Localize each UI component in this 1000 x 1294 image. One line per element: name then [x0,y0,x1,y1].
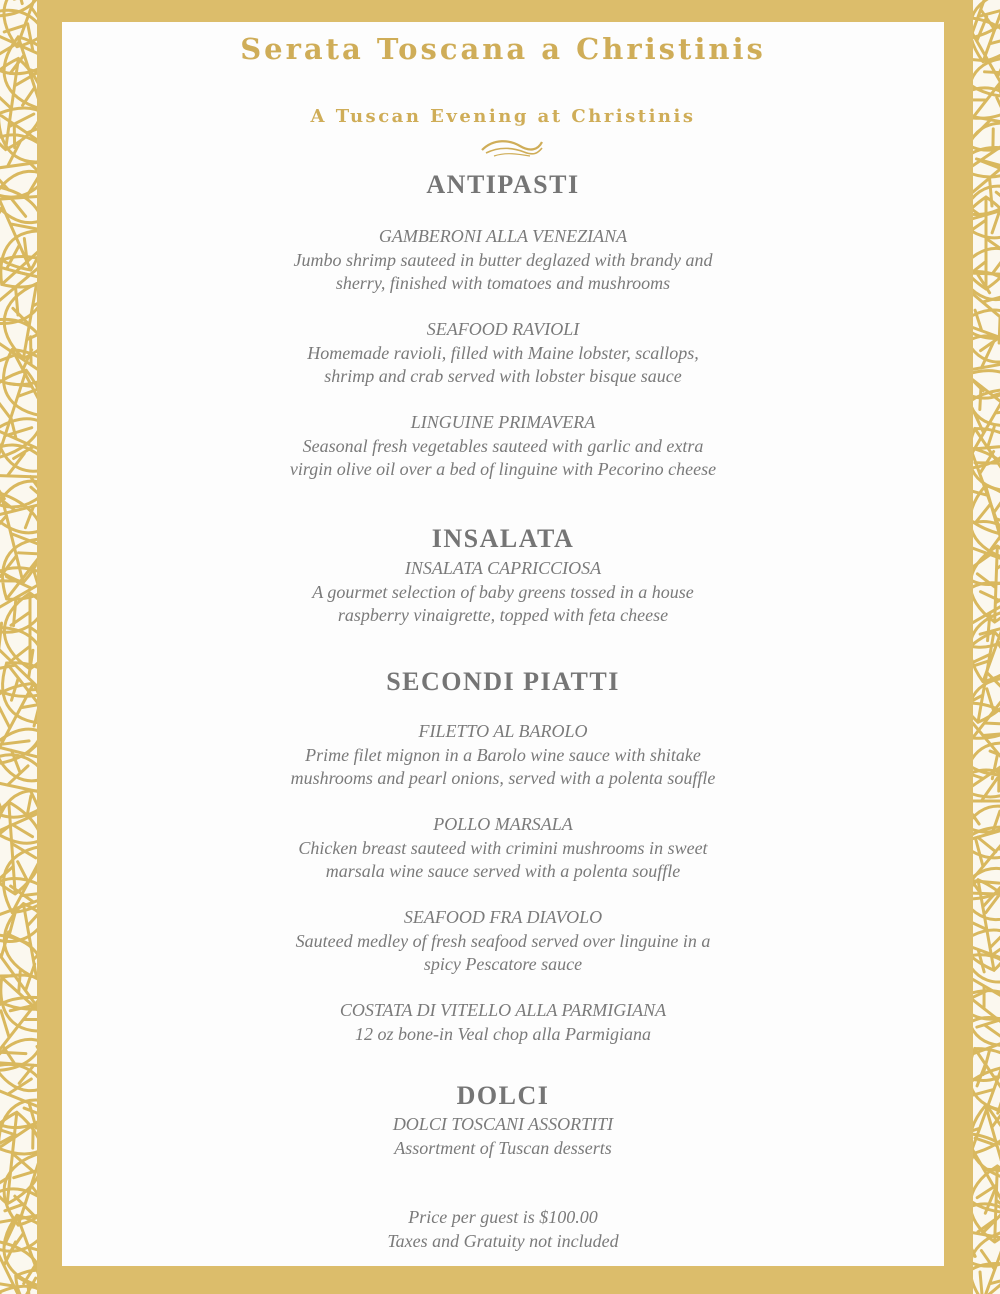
price-text: Price per guest is $100.00 [408,1207,598,1227]
item-description: Jumbo shrimp sauteed in butter deglazed with brandy and [293,249,713,270]
item-description: raspberry vinaigrette, topped with feta cheese [337,605,669,625]
menu-item [62,720,944,791]
section-heading-insalata: INSALATA [431,524,575,553]
item-description: Prime filet mignon in a Barolo wine sauce with shitake [305,744,701,765]
section-heading-antipasti: ANTIPASTI [426,170,580,199]
item-name: LINGUINE PRIMAVERA [410,412,596,432]
menu-item [62,225,944,296]
item-description: Chicken breast sauteed with crimini mushrooms in sweet [298,837,708,858]
menu-item [62,411,944,482]
item-name: SEAFOOD FRA DIAVOLO [403,907,603,927]
menu-item [62,999,944,1046]
item-description: Assortment of Tuscan desserts [394,1137,612,1158]
menu-item [62,906,944,977]
tax-note: Taxes and Gratuity not included [387,1230,619,1251]
item-description: Sauteed medley of fresh seafood served over linguine in a [295,930,711,951]
item-name: COSTATA DI VITELLO ALLA PARMIGIANA [339,1000,667,1020]
item-description: A gourmet selection of baby greens tossed in a house [312,581,694,602]
item-description: 12 oz bone-in Veal chop alla Parmigiana [355,1023,651,1044]
item-description: spicy Pescatore sauce [423,954,583,974]
menu-item [62,1113,944,1160]
item-name: SEAFOOD RAVIOLI [426,319,580,339]
section-heading-dolci: DOLCI [456,1081,550,1110]
menu-panel [62,22,944,1266]
menu-subtitle: A Tuscan Evening at Christinis [310,106,696,127]
section-heading-secondi-piatti: SECONDI PIATTI [386,667,620,696]
item-description: Seasonal fresh vegetables sauteed with garlic and extra [302,435,704,456]
item-description: mushrooms and pearl onions, served with a polenta souffle [290,768,716,788]
item-name: FILETTO AL BAROLO [418,721,588,741]
item-name: DOLCI TOSCANI ASSORTITI [392,1114,614,1134]
item-description: shrimp and crab served with lobster bisque sauce [324,366,682,386]
item-description: virgin olive oil over a bed of linguine with Pecorino cheese [289,459,717,479]
menu-item [62,557,944,628]
item-description: sherry, finished with tomatoes and mushrooms [335,273,671,293]
flourish-ornament-icon [480,136,544,158]
item-name: INSALATA CAPRICCIOSA [404,558,602,578]
item-description: Homemade ravioli, filled with Maine lobster, scallops, [307,342,699,363]
item-name: POLLO MARSALA [433,814,573,834]
menu-title: Serata Toscana a Christinis [240,32,766,66]
item-description: marsala wine sauce served with a polenta souffle [325,861,681,881]
price-footer [62,1206,944,1253]
menu-item [62,318,944,389]
menu-item [62,813,944,884]
item-name: GAMBERONI ALLA VENEZIANA [378,226,628,246]
